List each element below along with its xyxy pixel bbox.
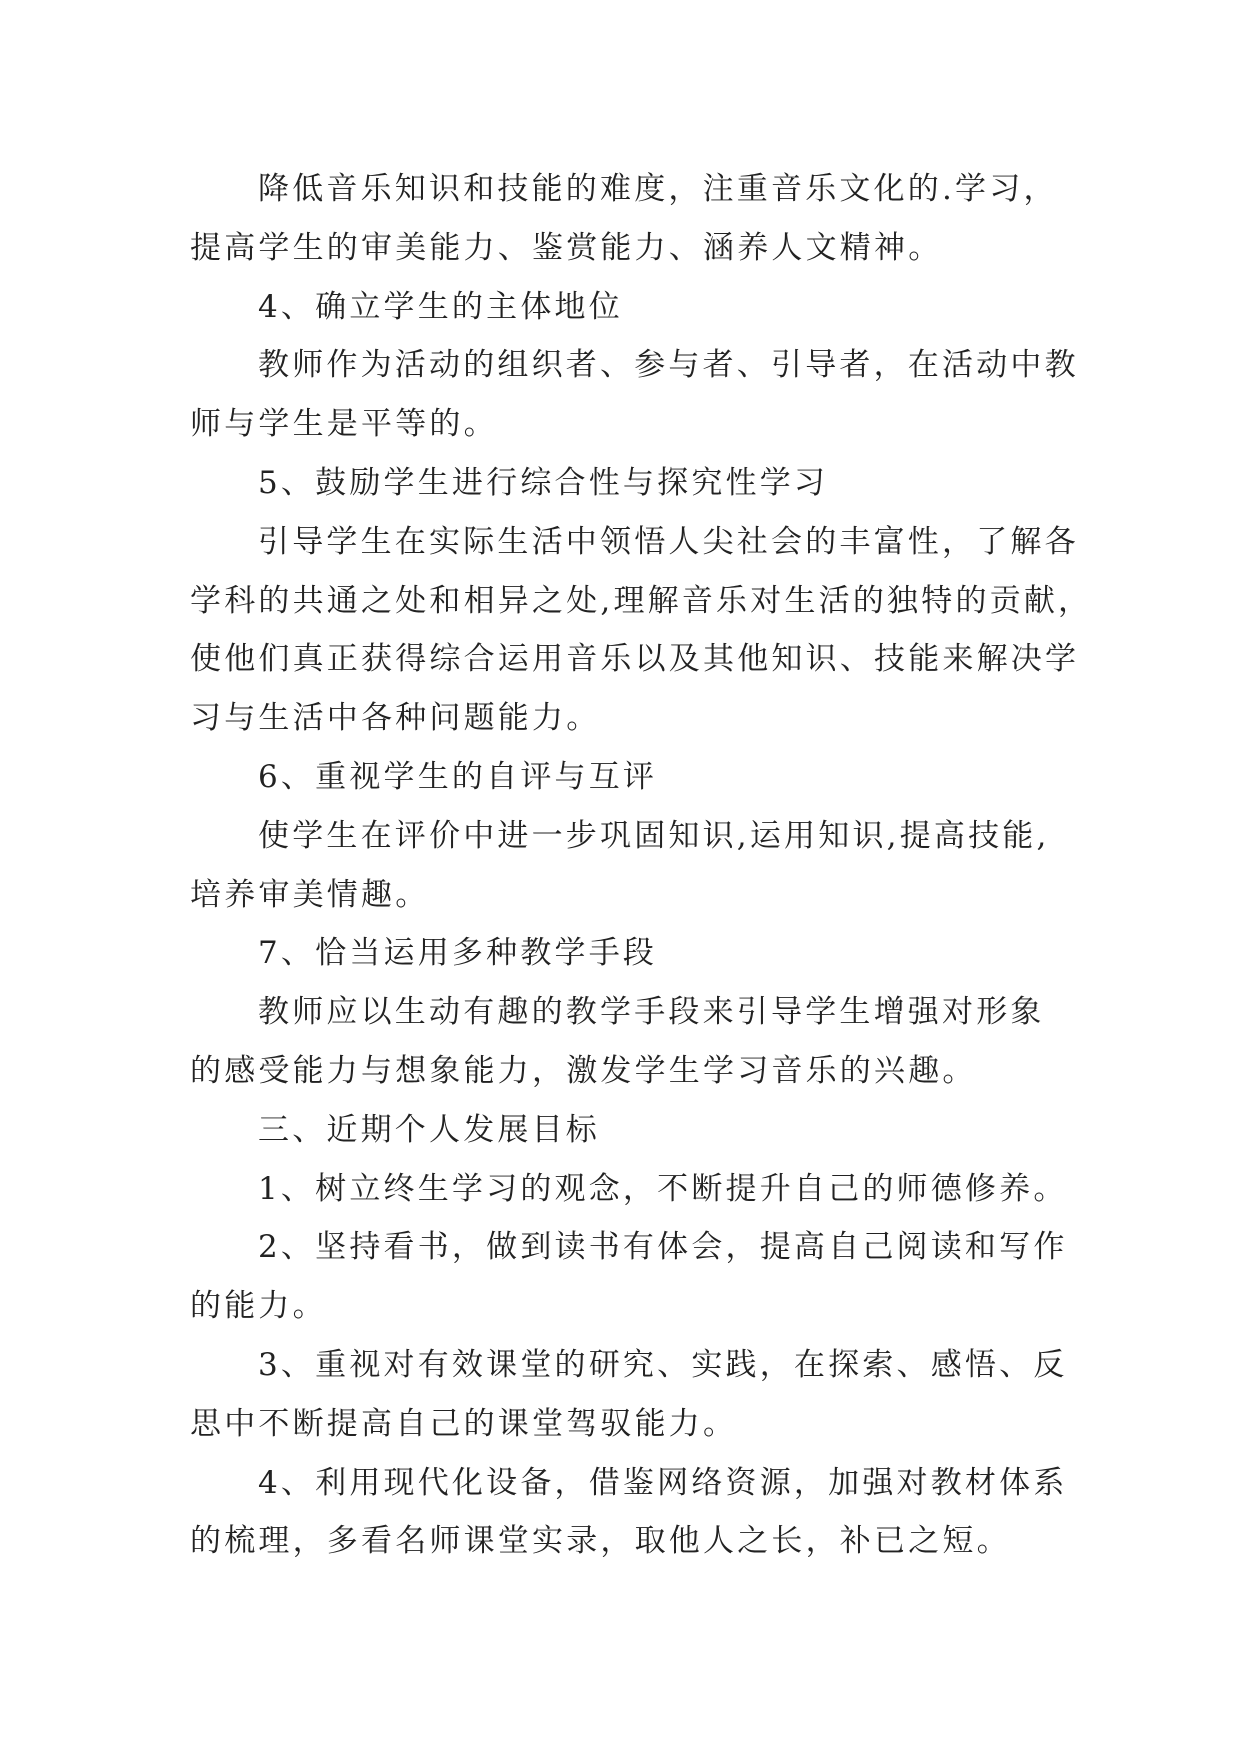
paragraph — [190, 983, 1060, 1101]
text-line: 习与生活中各种问题能力。 — [190, 700, 601, 737]
paragraph — [190, 807, 1060, 925]
text-line: 思中不断提高自己的课堂驾驭能力。 — [190, 1405, 738, 1442]
text-line: 1、树立终生学习的观念，不断提升自己的师德修养。 — [258, 1170, 1068, 1207]
text-line: 培养审美情趣。 — [190, 876, 430, 913]
text-line: 6、重视学生的自评与互评 — [258, 758, 658, 795]
text-line: 使他们真正获得综合运用音乐以及其他知识、技能来解决学 — [190, 641, 1080, 678]
paragraph — [190, 160, 1060, 278]
text-line: 师与学生是平等的。 — [190, 406, 498, 443]
section-heading — [190, 454, 1060, 513]
section-heading — [190, 748, 1060, 807]
text-line: 教师应以生动有趣的教学手段来引导学生增强对形象 — [258, 994, 1045, 1031]
text-line: 三、近期个人发展目标 — [258, 1111, 600, 1148]
text-line: 7、恰当运用多种教学手段 — [258, 935, 658, 972]
list-item — [190, 1160, 1068, 1219]
section-heading — [190, 1101, 1060, 1160]
document-body — [190, 160, 1093, 1571]
text-line: 引导学生在实际生活中领悟人尖社会的丰富性，了解各 — [258, 523, 1079, 560]
text-line: 的感受能力与想象能力，激发学生学习音乐的兴趣。 — [190, 1052, 977, 1089]
text-line: 降低音乐知识和技能的难度，注重音乐文化的.学习， — [258, 171, 1058, 207]
text-line: 2、坚持看书，做到读书有体会，提高自己阅读和写作 — [258, 1229, 1068, 1266]
list-item — [190, 1454, 1068, 1572]
section-heading — [190, 924, 1060, 983]
text-line: 的能力。 — [190, 1288, 327, 1325]
paragraph — [190, 513, 1093, 748]
text-line: 使学生在评价中进一步巩固知识,运用知识,提高技能, — [258, 817, 1050, 854]
text-line: 4、利用现代化设备，借鉴网络资源，加强对教材体系 — [258, 1464, 1068, 1501]
paragraph — [190, 336, 1079, 454]
list-item — [190, 1336, 1068, 1454]
text-line: 的梳理，多看名师课堂实录，取他人之长，补已之短。 — [190, 1523, 1011, 1560]
section-heading — [190, 278, 1060, 337]
list-item — [190, 1218, 1068, 1336]
text-line: 3、重视对有效课堂的研究、实践，在探索、感悟、反 — [258, 1346, 1068, 1383]
text-line: 提高学生的审美能力、鉴赏能力、涵养人文精神。 — [190, 229, 943, 266]
text-line: 5、鼓励学生进行综合性与探究性学习 — [258, 464, 829, 501]
text-line: 4、确立学生的主体地位 — [258, 288, 623, 325]
text-line: 教师作为活动的组织者、参与者、引导者，在活动中教 — [258, 347, 1079, 384]
text-line: 学科的共通之处和相异之处,理解音乐对生活的独特的贡献， — [190, 582, 1093, 619]
